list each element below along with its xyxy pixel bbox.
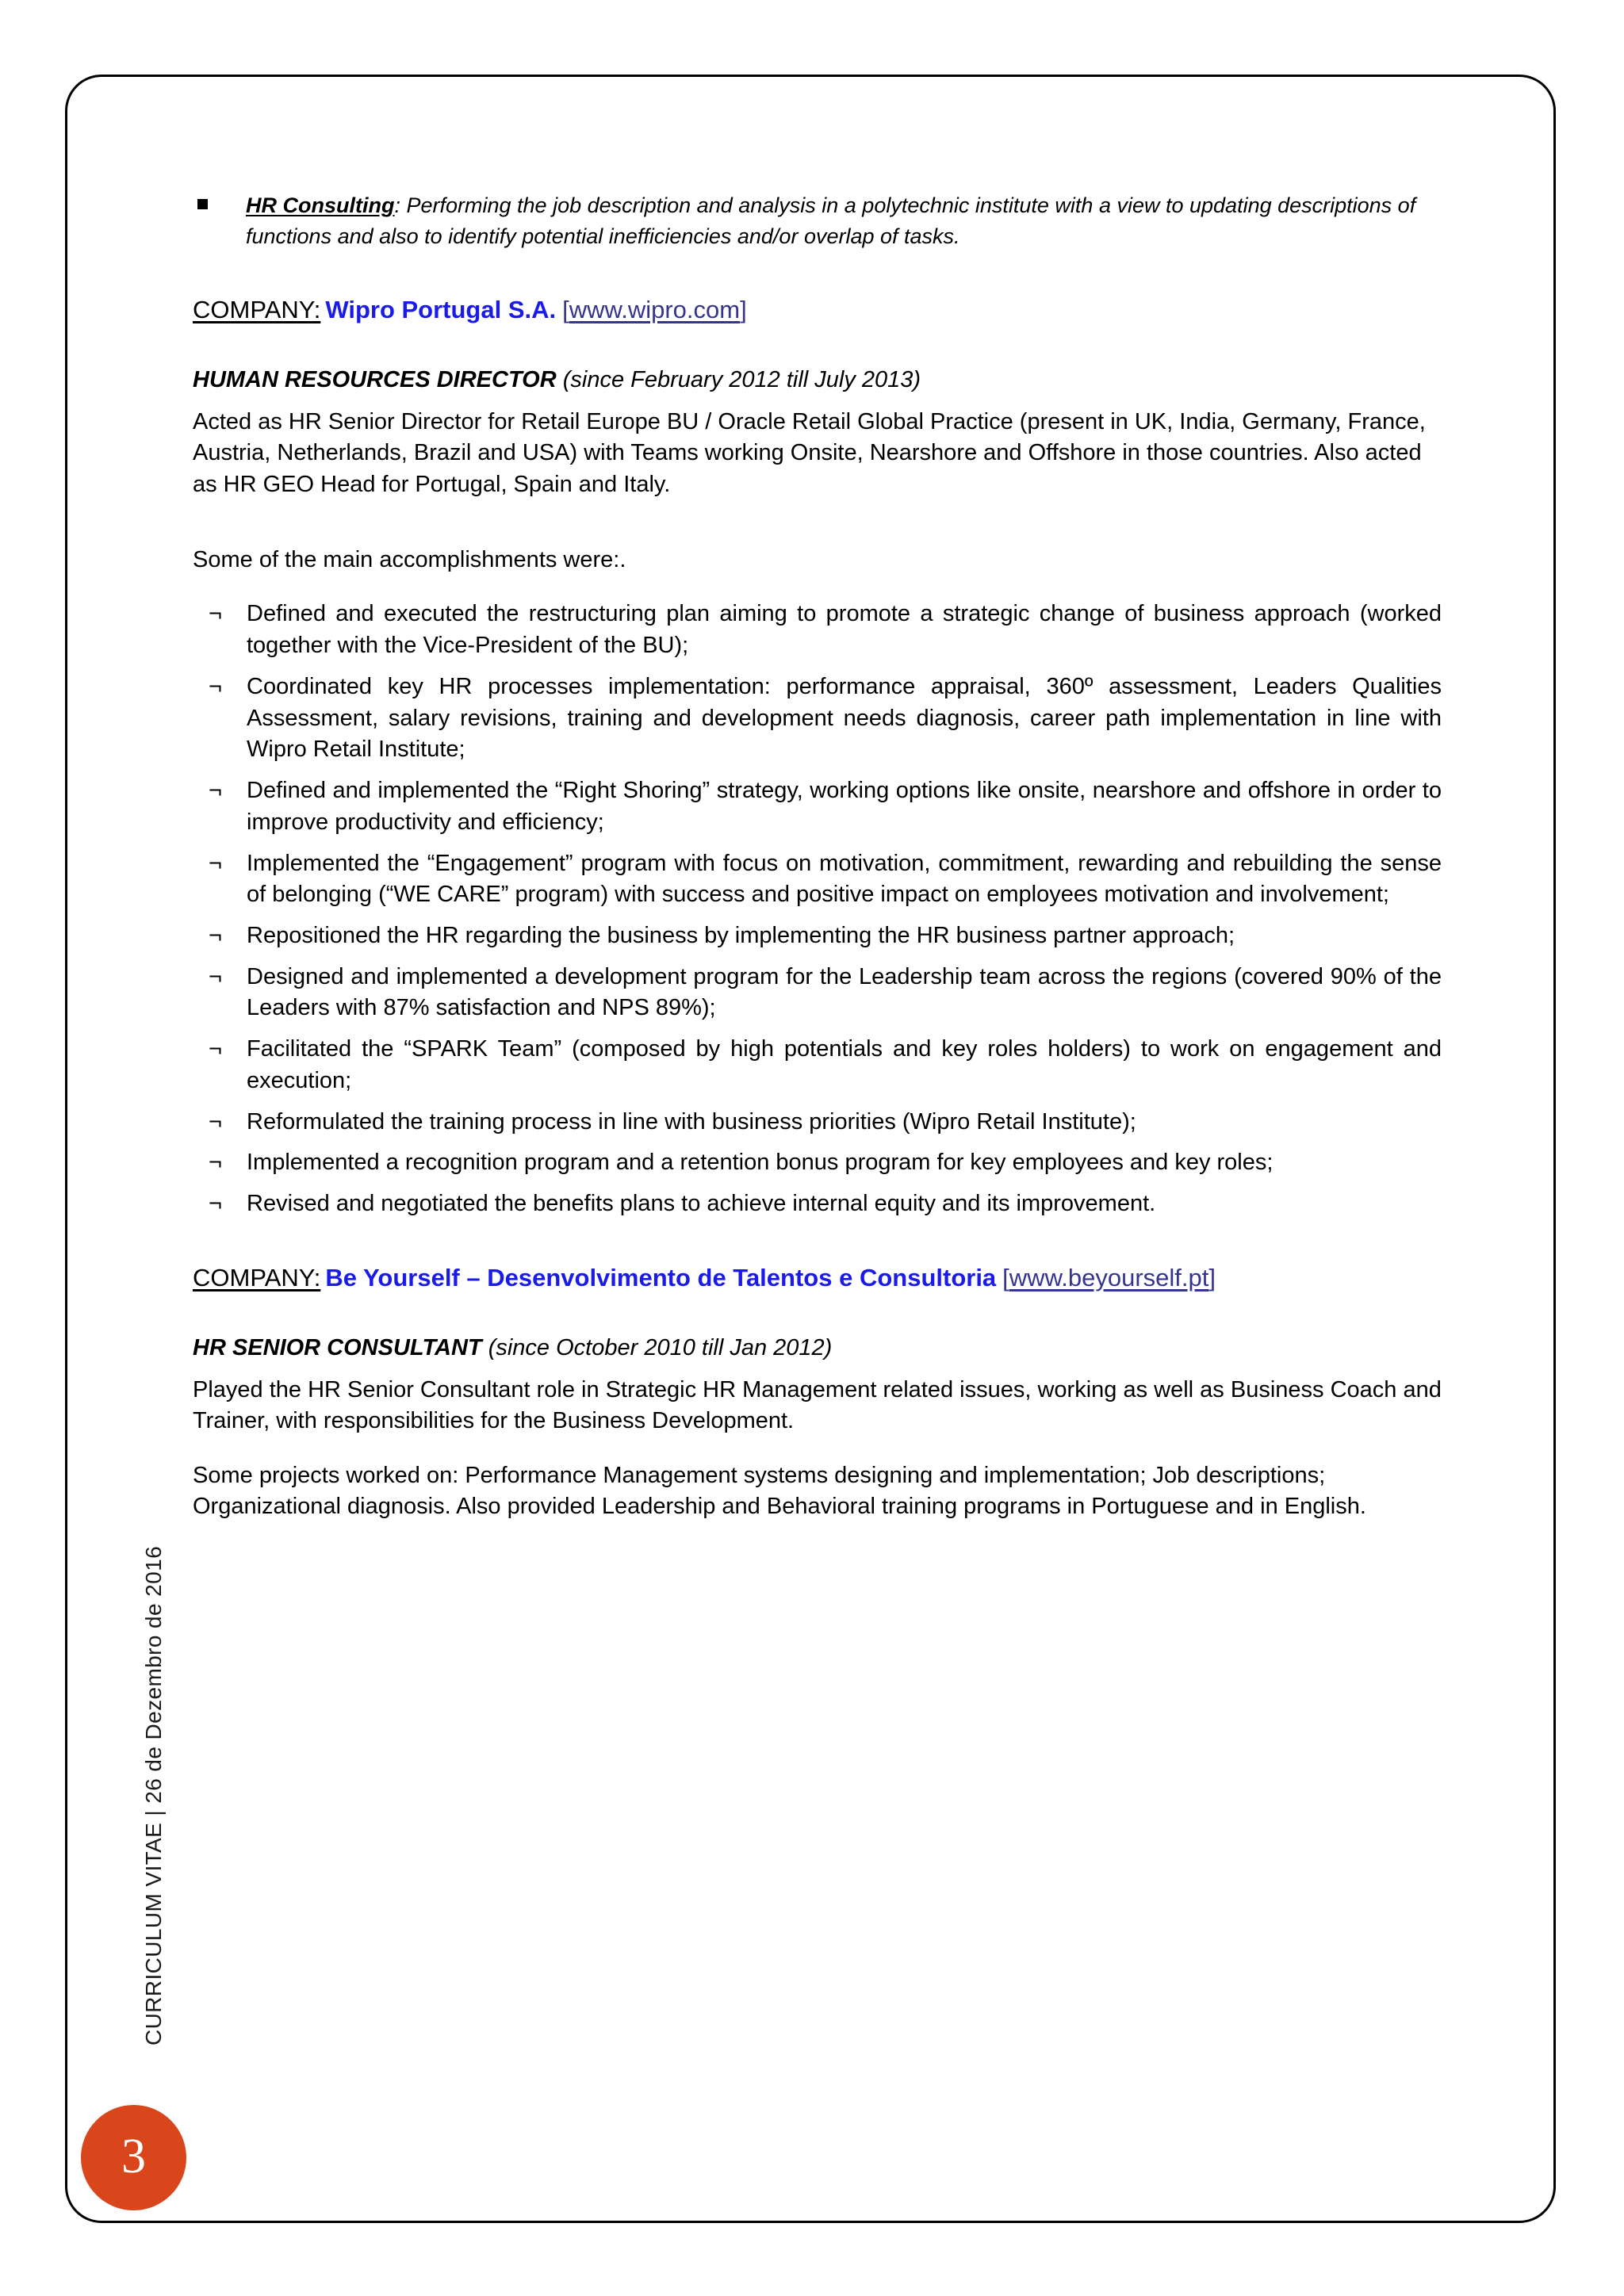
neg-bullet-icon: ¬	[209, 601, 222, 627]
job-description-wipro: Acted as HR Senior Director for Retail Europe BU / Oracle Retail Global Practice (present in UK, India, Germany, France, Austria, Netherlands, Brazil and USA) with Teams working Onsite, Nearshore and Offshore in those countries. Also acted as HR GEO Head for Portugal, Spain and Italy.	[193, 408, 1426, 497]
list-item-text: Designed and implemented a development program for the Leadership team across the regions (covered 90% of the Leaders with 87% satisfaction and NPS 89%);	[247, 963, 1442, 1021]
list-item-text: Implemented a recognition program and a retention bonus program for key employees and key roles;	[247, 1150, 1274, 1176]
list-item	[193, 599, 1442, 661]
list-item	[193, 1147, 1442, 1179]
neg-bullet-icon: ¬	[209, 1036, 222, 1062]
list-item-text: Defined and implemented the “Right Shoring” strategy, working options like onsite, nearshore and offshore in order to improve productivity and efficiency;	[247, 778, 1442, 835]
list-item	[193, 672, 1442, 766]
job-period-beyourself: (since October 2010 till Jan 2012)	[488, 1334, 833, 1360]
job-description-beyourself: Played the HR Senior Consultant role in Strategic HR Management related issues, working as well as Business Coach and Trainer, with responsibilities for the Business Development.	[193, 1376, 1442, 1434]
neg-bullet-icon: ¬	[209, 673, 222, 699]
page-number: 3	[121, 2129, 146, 2183]
list-item-text: Implemented the “Engagement” program with focus on motivation, commitment, rewarding and rebuilding the sense of belonging (“WE CARE” program) with success and positive impact on employees motivation and involvement;	[247, 850, 1442, 908]
job-period-wipro: (since February 2012 till July 2013)	[562, 366, 921, 392]
job-title-wipro	[193, 365, 1442, 396]
document-content	[193, 190, 1442, 1545]
neg-bullet-icon: ¬	[209, 1150, 222, 1176]
bracket-open: [	[1002, 1263, 1009, 1292]
neg-bullet-icon: ¬	[209, 1190, 222, 1216]
list-item	[193, 1188, 1442, 1220]
list-item	[193, 775, 1442, 838]
neg-bullet-icon: ¬	[209, 778, 222, 804]
list-item	[193, 1107, 1442, 1138]
company-url-beyourself[interactable]: www.beyourself.pt	[1009, 1263, 1209, 1292]
side-caption: CURRICULUM VITAE | 26 de Dezembro de 2016	[141, 1545, 166, 2045]
list-item-text: Facilitated the “SPARK Team” (composed by high potentials and key roles holders) to work on engagement and execution;	[247, 1036, 1442, 1093]
company-label: COMPANY:	[193, 1263, 321, 1292]
company-url-wipro[interactable]: www.wipro.com	[569, 295, 741, 323]
company-url-wrap	[1002, 1264, 1216, 1292]
bracket-close: ]	[740, 295, 747, 323]
neg-bullet-icon: ¬	[209, 1108, 222, 1135]
accomplishments-list	[193, 599, 1442, 1219]
company-line-beyourself	[193, 1261, 1442, 1295]
company-label: COMPANY:	[193, 295, 321, 323]
list-item-text: Reformulated the training process in line with business priorities (Wipro Retail Institute);	[247, 1108, 1136, 1135]
list-item	[193, 962, 1442, 1024]
job-title-beyourself	[193, 1333, 1442, 1364]
list-item-text: Repositioned the HR regarding the business by implementing the HR business partner approach;	[247, 922, 1235, 948]
neg-bullet-icon: ¬	[209, 850, 222, 876]
bracket-open: [	[562, 295, 569, 323]
hr-consulting-text: : Performing the job description and analysis in a polytechnic institute with a view to updating descriptions of functions and also to identify potential inefficiencies and/or overlap of tasks.	[246, 193, 1416, 248]
neg-bullet-icon: ¬	[209, 963, 222, 989]
bracket-close: ]	[1208, 1263, 1216, 1292]
company-name-wipro: Wipro Portugal S.A.	[325, 295, 557, 323]
hr-consulting-bullet	[193, 190, 1442, 252]
list-item-text: Coordinated key HR processes implementation: performance appraisal, 360º assessment, Leaders Qualities Assessment, salary revisions, training and development needs diagnosis, career path implementation in line with Wipro Retail Institute;	[247, 673, 1442, 763]
job-projects-beyourself: Some projects worked on: Performance Management systems designing and implementation; Job descriptions; Organizational diagnosis. Also provided Leadership and Behavioral training programs in Portuguese and in English.	[193, 1462, 1366, 1519]
list-item	[193, 848, 1442, 911]
list-item-text: Defined and executed the restructuring plan aiming to promote a strategic change of business approach (worked together with the Vice-President of the BU);	[247, 601, 1442, 659]
job-role-beyourself: HR SENIOR CONSULTANT	[193, 1334, 482, 1360]
accomplishments-intro: Some of the main accomplishments were:.	[193, 547, 626, 573]
job-role-wipro: HUMAN RESOURCES DIRECTOR	[193, 366, 557, 392]
list-item-text: Revised and negotiated the benefits plans to achieve internal equity and its improvement.	[247, 1190, 1156, 1216]
neg-bullet-icon: ¬	[209, 922, 222, 948]
list-item	[193, 1034, 1442, 1096]
company-line-wipro	[193, 293, 1442, 327]
list-item	[193, 920, 1442, 952]
company-name-beyourself: Be Yourself – Desenvolvimento de Talentos e Consultoria	[325, 1263, 997, 1292]
page-number-badge	[81, 2105, 186, 2210]
square-bullet-icon	[197, 199, 208, 209]
company-url-wrap	[562, 296, 747, 323]
hr-consulting-label: HR Consulting	[246, 193, 395, 217]
